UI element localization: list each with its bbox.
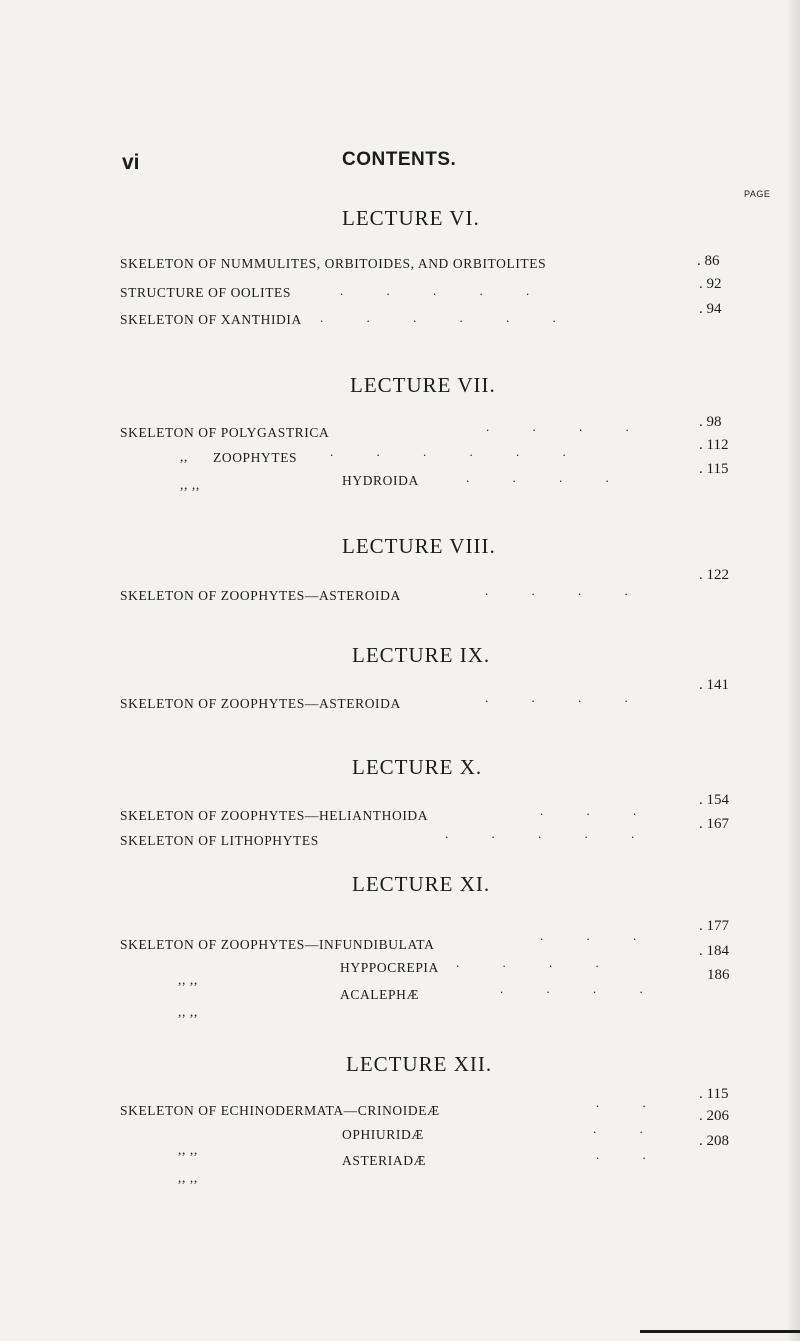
toc-entry-title: SKELETON OF ZOOPHYTES—ASTEROIDA	[120, 588, 401, 603]
dot-leader: . . . .	[485, 690, 648, 705]
ditto-mark	[178, 1142, 198, 1158]
toc-entry-title: SKELETON OF POLYGASTRICA	[120, 425, 330, 440]
book-page: vi CONTENTS. PAGE LECTURE VI. SKELETON OF NUMMULITES, ORBITOIDES, AND ORBITOLITES . 86 STRUCTURE OF OOLITES . . . . . . 92 SKELETON OF XANTHIDIA . . . . . . . 94 LECTURE VII. SKELETON OF POLYGASTRICA . . . . . 98 ,, ZOOPHYTES . . . . . . . 112 ,, ,, HYDROIDA . . . . . 115 LECTURE VIII. SKELETON OF ZOOPHYTES—ASTEROIDA . . . . . 122 LECTURE IX. SKELETON OF ZOOPHYTES—ASTEROIDA . . . . . 141 LECTURE X. SKELETON OF ZOOPHYTES—HELIANTHOIDA . . . . 154 SKELETON OF LITHOPHYTES . . . . . . 167 LECTURE XI. SKELETON OF ZOOPHYTES—INFUNDIBULATA . . . . 177 ,, ,, HYPPOCREPIA . . . . . 184 ,, ,, ACALEPHÆ . . . . 186 LECTURE XII. SKELETON OF ECHINODERMATA—CRINOIDEÆ . . . 115 ,, ,, OPHIURIDÆ . . . 206 ,, ,, ASTERIADÆ . . . 208	[0, 0, 800, 1341]
page-edge-shadow	[786, 0, 800, 1341]
toc-entry-page: . 115	[699, 461, 729, 477]
toc-entry-title: SKELETON OF ZOOPHYTES—INFUNDIBULATA	[120, 937, 435, 952]
toc-entry-title: HYDROIDA	[342, 473, 419, 488]
dot-leader: . . . .	[456, 955, 619, 970]
dot-leader: . . . . .	[445, 826, 655, 841]
toc-entry-title: OPHIURIDÆ	[342, 1127, 424, 1142]
dot-leader: . .	[596, 1147, 666, 1162]
toc-entry-page: . 98	[699, 414, 722, 430]
toc-entry-title: ASTERIADÆ	[342, 1153, 427, 1168]
toc-entry-page: . 92	[699, 276, 722, 292]
ditto-mark-text: ,, ,,	[178, 972, 198, 987]
dot-leader: . . .	[540, 803, 657, 818]
dot-leader: . . . . . .	[320, 310, 576, 325]
bottom-rule	[640, 1330, 800, 1333]
dot-leader: . .	[596, 1095, 666, 1110]
toc-entry-page: 186	[707, 967, 730, 983]
toc-entry-page: . 167	[699, 816, 729, 832]
page-column-label: PAGE	[744, 189, 771, 199]
dot-leader: . . . .	[486, 419, 649, 434]
ditto-mark-text: ,,	[180, 449, 188, 464]
ditto-mark	[180, 477, 200, 493]
ditto-mark-text: ,, ,,	[178, 1004, 198, 1019]
toc-entry-title: SKELETON OF ZOOPHYTES—ASTEROIDA	[120, 696, 401, 711]
ditto-mark-text: ,, ,,	[178, 1142, 198, 1157]
dot-leader: . . .	[540, 928, 657, 943]
toc-entry-page: . 86	[697, 253, 720, 269]
dot-leader: . . . .	[485, 583, 648, 598]
dot-leader: . . . . . .	[330, 444, 586, 459]
toc-entry-title: ACALEPHÆ	[340, 987, 420, 1002]
toc-entry-page: . 122	[699, 567, 729, 583]
toc-entry-page: . 112	[699, 437, 729, 453]
toc-entry-page: . 141	[699, 677, 729, 693]
toc-entry-page: . 184	[699, 943, 729, 959]
ditto-mark	[178, 1004, 198, 1020]
dot-leader: . . . .	[466, 470, 629, 485]
ditto-mark	[178, 1170, 198, 1186]
toc-entry-page: . 115	[699, 1086, 729, 1102]
dot-leader: . . . .	[500, 981, 663, 996]
toc-entry-page: . 177	[699, 918, 729, 934]
dot-leader: . . . . .	[340, 283, 550, 298]
running-head: CONTENTS.	[342, 149, 457, 170]
ditto-mark	[180, 449, 188, 465]
toc-entry-title: SKELETON OF ECHINODERMATA—CRINOIDEÆ	[120, 1103, 440, 1118]
toc-entry-title: ZOOPHYTES	[213, 450, 298, 465]
ditto-mark-text: ,, ,,	[180, 477, 200, 492]
toc-entry-title: SKELETON OF NUMMULITES, ORBITOIDES, AND ORBITOLITES	[120, 256, 547, 271]
toc-entry-title: SKELETON OF ZOOPHYTES—HELIANTHOIDA	[120, 808, 429, 823]
toc-entry-title: STRUCTURE OF OOLITES	[120, 285, 292, 300]
toc-entry-page: . 94	[699, 301, 722, 317]
dot-leader: . .	[593, 1121, 663, 1136]
ditto-mark-text: ,, ,,	[178, 1170, 198, 1185]
toc-entry-page: . 208	[699, 1133, 729, 1149]
toc-entry-page: . 154	[699, 792, 729, 808]
toc-entry-page: . 206	[699, 1108, 729, 1124]
page-number: vi	[122, 151, 140, 174]
toc-entry-title: SKELETON OF XANTHIDIA	[120, 312, 302, 327]
toc-entry-title: SKELETON OF LITHOPHYTES	[120, 833, 319, 848]
toc-entry-title: HYPPOCREPIA	[340, 960, 439, 975]
ditto-mark	[178, 972, 198, 988]
